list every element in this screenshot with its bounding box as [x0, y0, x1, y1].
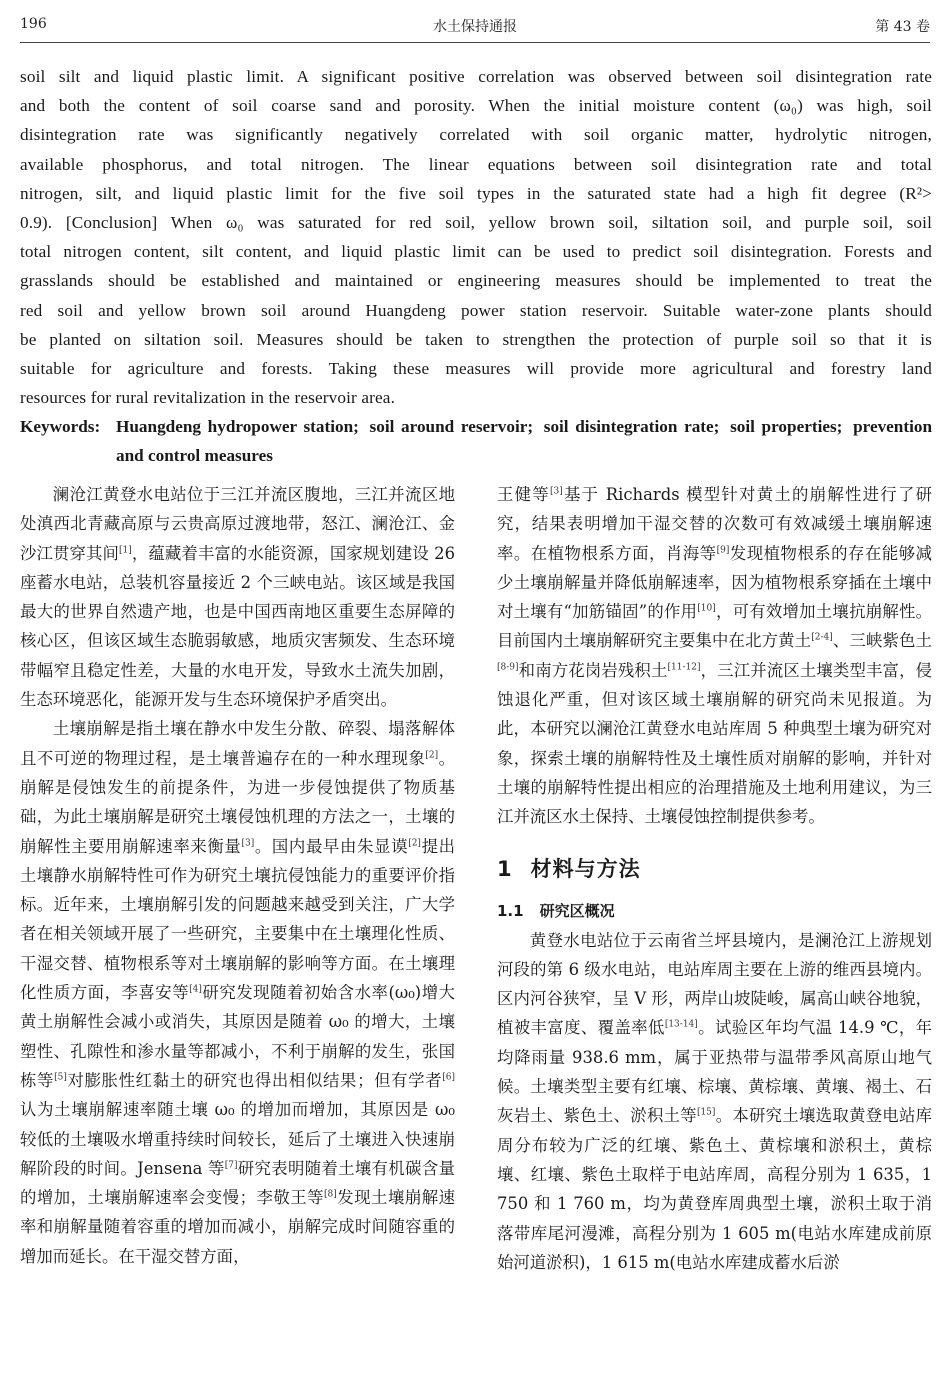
keyword: Huangdeng hydropower station;: [116, 417, 366, 436]
intro-paragraph-2: 土壤崩解是指土壤在静水中发生分散、碎裂、塌落解体且不可逆的物理过程，是土壤普遍存在的一种水理现象[2]。崩解是侵蚀发生的前提条件，为进一步侵蚀提供了物质基础，为此土壤崩解是研究土壤侵蚀机理的方法之一，土壤的崩解性主要用崩解速率来衡量[3]。国内最早由朱显谟[2]提出土壤静水崩解特性可作为研究土壤抗侵蚀能力的重要评价指标。近年来，土壤崩解引发的问题越来越受到关注，广大学者在相关领域开展了一些研究，主要集中在土壤理化性质、干湿交替、植物根系等对土壤崩解的影响等方面。在土壤理化性质方面，李喜安等[4]研究发现随着初始含水率(ω₀)增大黄土崩解性会减小或消失，其原因是随着 ω₀ 的增大，土壤塑性、孔隙性和渗水量等都减小，不利于崩解的发生，张国栋等[5]对膨胀性红黏土的研究也得出相似结果；但有学者[6]认为土壤崩解速率随土壤 ω₀ 的增加而增加，其原因是 ω₀ 较低的土壤吸水增重持续时间较长，延后了土壤进入快速崩解阶段的时间。Jensena 等[7]研究表明随着土壤有机碳含量的增加，土壤崩解速率会变慢；李敬王等[8]发现土壤崩解速率和崩解量随着容重的增加而减小，崩解完成时间随容重的增加而延长。在干湿交替方面，: [20, 719, 456, 1266]
abstract-line: resources for rural revitalization in the reservoir area.: [20, 388, 396, 408]
english-abstract: [20, 62, 932, 412]
keyword: soil disintegration rate;: [543, 417, 727, 436]
page-number: 196: [20, 16, 47, 32]
citation-ref: [3]: [549, 486, 563, 497]
abstract-line: 0.9). [Conclusion] When ω₀ was saturated for red soil, yellow brown soil, siltation soil, and purple soil, soil: [20, 213, 932, 233]
study-area-paragraph: 黄登水电站位于云南省兰坪县境内，是澜沧江上游规划河段的第 6 级水电站，电站库周主要在上游的维西县境内。区内河谷狭窄，呈 V 形，两岸山坡陡峻，属高山峡谷地貌，植被丰富度、覆盖率低[13-14]。试验区年均气温 14.9 ℃，年均降雨量 938.6 mm，属于亚热带与温带季风高原山地气候。土壤类型主要有红壤、棕壤、黄棕壤、黄壤、褐土、石灰岩土、紫色土、淤积土等[15]。本研究土壤选取黄登电站库周分布较为广泛的红壤、紫色土、黄棕壤和淤积土，黄棕壤、红壤、紫色土取样于电站库周，高程分别为 1 635，1 750 和 1 760 m，均为黄登库周典型土壤，淤积土取于消落带库尾河漫滩，高程分别为 1 605 m(电站水库建成前原始河道淤积)，1 615 m(电站水库建成蓄水后淤: [497, 930, 933, 1272]
section-heading: 1 材料与方法: [497, 856, 641, 881]
citation-ref: [3]: [241, 838, 255, 849]
citation-ref: [8]: [324, 1189, 337, 1200]
citation-ref: [9]: [716, 545, 730, 556]
keyword: soil around reservoir;: [369, 417, 540, 436]
abstract-line: available phosphorus, and total nitrogen. The linear equations between soil disintegration rate and total: [20, 154, 932, 174]
header-rule: [20, 42, 930, 43]
citation-ref: [7]: [224, 1160, 238, 1171]
abstract-line: and both the content of soil coarse sand and porosity. When the initial moisture content (ω₀) was high, soil: [20, 96, 932, 116]
volume-label: 第 43 卷: [875, 19, 930, 35]
abstract-line: nitrogen, silt, and liquid plastic limit for the five soil types in the saturated state had a high fit degree (R²>: [20, 183, 932, 203]
keyword: soil properties;: [730, 417, 850, 436]
intro-paragraph-3: 王健等[3]基于 Richards 模型针对黄土的崩解性进行了研究，结果表明增加干湿交替的次数可有效减缓土壤崩解速率。在植物根系方面，肖海等[9]发现植物根系的存在能够减少土壤崩解量并降低崩解速率，因为植物根系穿插在土壤中对土壤有“加筋锚固”的作用[10]，可有效增加土壤抗崩解性。目前国内土壤崩解研究主要集中在北方黄土[2-4]、三峡紫色土[8-9]和南方花岗岩残积土[11-12]，三江并流区土壤类型丰富，侵蚀退化严重，但对该区域土壤崩解的研究尚未见报道。为此，本研究以澜沧江黄登水电站库周 5 种典型土壤为研究对象，探索土壤的崩解特性及土壤性质对崩解的影响，并针对土壤的崩解特性提出相应的治理措施及土地利用建议，为三江并流区水土保持、土壤侵蚀控制提供参考。: [497, 485, 933, 827]
body-left-column: [20, 480, 455, 1271]
body-right-column: [497, 480, 932, 1277]
abstract-line: be planted on siltation soil. Measures should be taken to strengthen the protection of purple soil so that it is: [20, 329, 932, 349]
citation-ref: [13-14]: [664, 1019, 698, 1030]
abstract-line: grasslands should be established and maintained or engineering measures should be implemented to treat the: [20, 271, 932, 291]
keyword: prevention and control measures: [116, 417, 933, 465]
abstract-line: suitable for agriculture and forests. Taking these measures will provide more agricultural and forestry land: [20, 359, 932, 379]
abstract-line: soil silt and liquid plastic limit. A significant positive correlation was observed between soil disintegration rate: [20, 67, 932, 86]
journal-title: 水土保持通报: [433, 19, 517, 35]
citation-ref: [11-12]: [667, 662, 701, 673]
intro-paragraph-1: 澜沧江黄登水电站位于三江并流区腹地，三江并流区地处滇西北青藏高原与云贵高原过渡地带，怒江、澜沧江、金沙江贯穿其间[1]，蕴藏着丰富的水能资源，国家规划建设 26 座蓄水电站，总装机容量接近 2 个三峡电站。该区域是我国最大的世界自然遗产地，也是中国西南地区重要生态屏障的核心区，但该区域生态脆弱敏感，地质灾害频发、生态环境带幅窄且稳定性差，大量的水电开发，导致水土流失加剧，生态环境恶化，能源开发与生态环境保护矛盾突出。: [20, 485, 455, 710]
abstract-line: total nitrogen content, silt content, and liquid plastic limit can be used to predict soil disintegration. Forests and: [20, 242, 932, 262]
citation-ref: [15]: [696, 1107, 716, 1118]
citation-ref: [8-9]: [497, 662, 519, 673]
citation-ref: [4]: [189, 984, 202, 995]
keywords-list: [116, 412, 932, 470]
subsection-heading: 1.1 研究区概况: [497, 901, 615, 920]
citation-ref: [2]: [408, 838, 421, 849]
abstract-line: red soil and yellow brown soil around Huangdeng power station reservoir. Suitable water-zone plants should: [20, 300, 932, 320]
keywords-label: Keywords:: [20, 417, 101, 436]
citation-ref: [10]: [697, 603, 716, 614]
citation-ref: [2]: [425, 750, 439, 761]
citation-ref: [1]: [119, 545, 132, 556]
page-header: [20, 12, 930, 38]
abstract-line: disintegration rate was significantly negatively correlated with soil organic matter, hydrolytic nitrogen,: [20, 125, 932, 145]
keywords: [20, 412, 932, 470]
citation-ref: [5]: [54, 1072, 67, 1083]
citation-ref: [2-4]: [811, 633, 833, 644]
citation-ref: [6]: [442, 1072, 456, 1083]
